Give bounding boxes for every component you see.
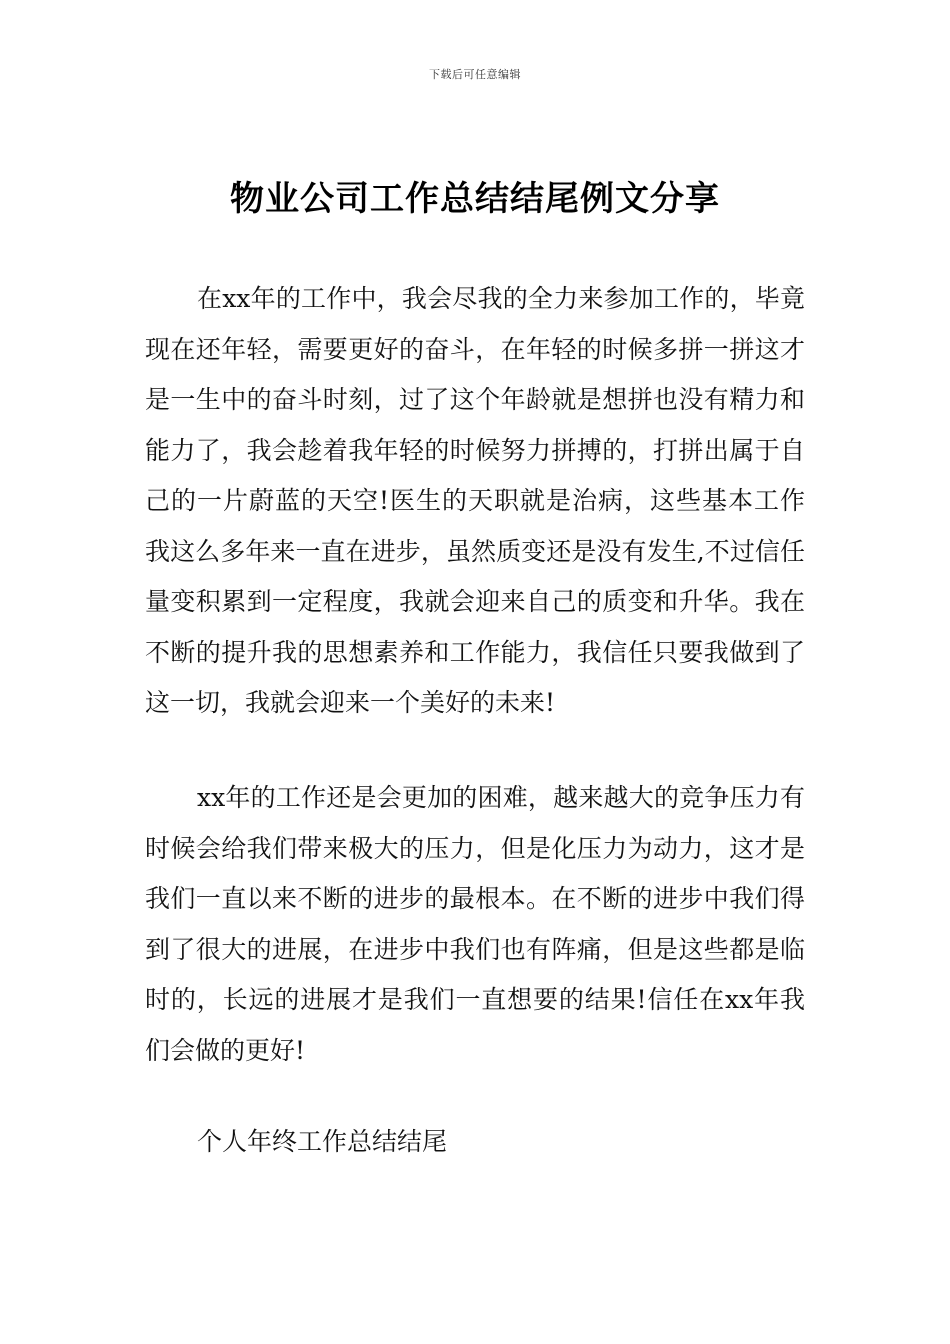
body-paragraph-2: xx年的工作还是会更加的困难，越来越大的竞争压力有时候会给我们带来极大的压力，但是化压力为动力，这才是我们一直以来不断的进步的最根本。在不断的进步中我们得到了很大的进展，在进步中我们也有阵痛，但是这些都是临时的，长远的进展才是我们一直想要的结果!信任在xx年我们会做的更好!	[145, 783, 805, 1065]
body-paragraph-1: 在xx年的工作中，我会尽我的全力来参加工作的，毕竟现在还年轻，需要更好的奋斗，在年轻的时候多拼一拼这才是一生中的奋斗时刻，过了这个年龄就是想拼也没有精力和能力了，我会趁着我年轻的时候努力拼搏的，打拼出属于自己的一片蔚蓝的天空!医生的天职就是治病，这些基本工作我这么多年来一直在进步，虽然质变还是没有发生,不过信任量变积累到一定程度，我就会迎来自己的质变和升华。我在不断的提升我的思想素养和工作能力，我信任只要我做到了这一切，我就会迎来一个美好的未来!	[145, 284, 805, 717]
document-title: 物业公司工作总结结尾例文分享	[230, 179, 720, 219]
header-note: 下载后可任意编辑	[429, 68, 521, 81]
section-subheading: 个人年终工作总结结尾	[197, 1127, 448, 1156]
